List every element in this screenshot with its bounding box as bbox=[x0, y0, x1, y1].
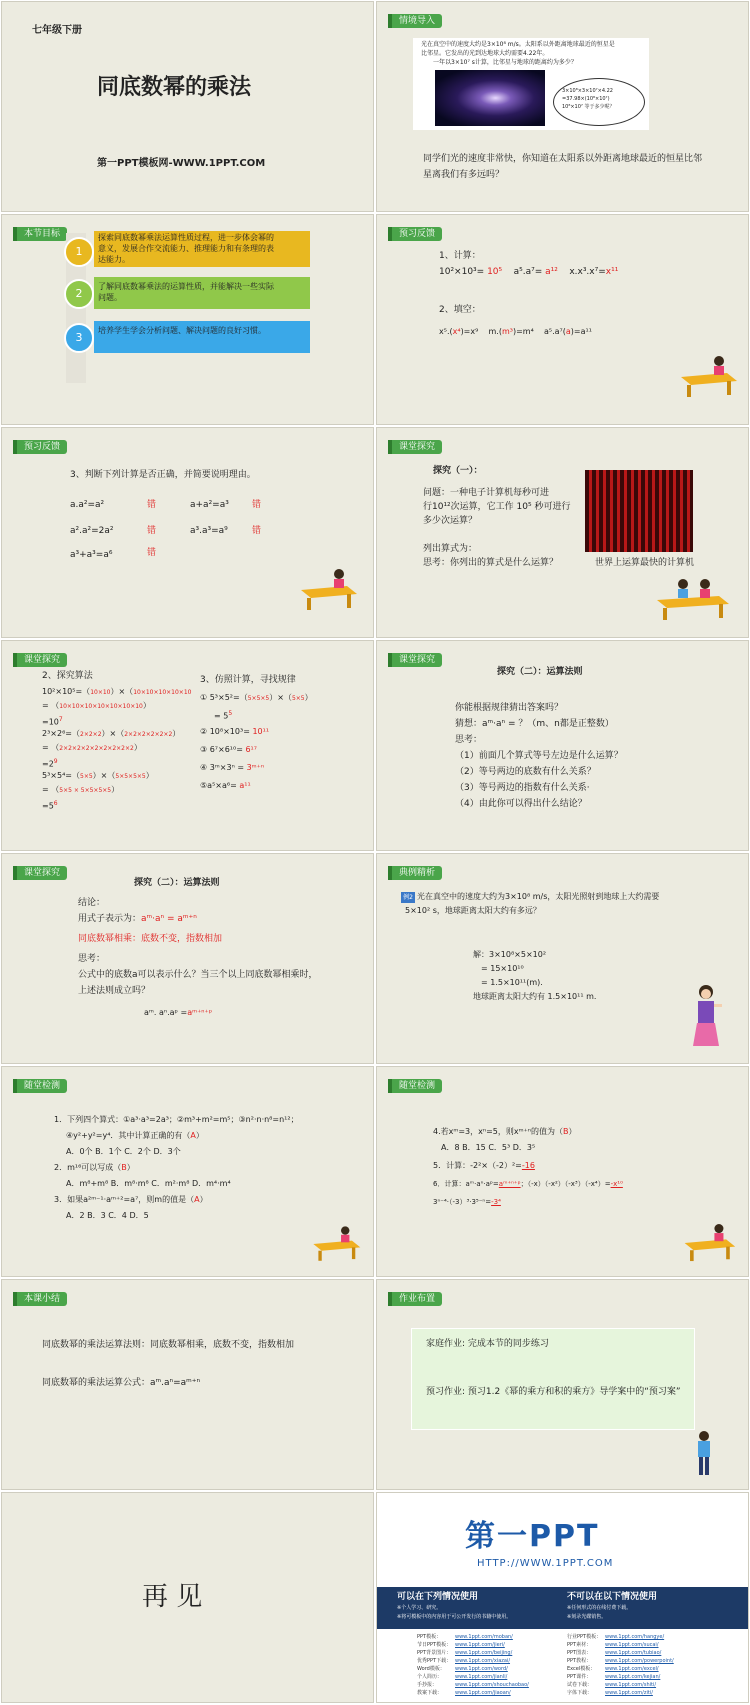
question-heading: 3、判断下列计算是否正确，并简要说明理由。 bbox=[70, 470, 256, 480]
question-heading: 2、填空： bbox=[439, 305, 481, 315]
rule-formula: aᵐ⁺ⁿ⁺ᵖ bbox=[187, 1008, 213, 1017]
slide-intro[interactable] bbox=[376, 1, 749, 212]
rule-line bbox=[144, 1006, 212, 1020]
calc-part: m.( bbox=[488, 327, 502, 336]
slide-explore-algorithm[interactable] bbox=[1, 640, 374, 851]
quiz-question bbox=[433, 1125, 577, 1139]
objective-text: 探索同底数幂乘法运算性质过程，进一步体会幂的 bbox=[98, 233, 274, 242]
link-label: Excel模板： bbox=[567, 1666, 596, 1672]
objective-box bbox=[94, 321, 310, 353]
quiz-part: ） bbox=[199, 1195, 208, 1204]
link-url[interactable]: www.1ppt.com/word/ bbox=[455, 1666, 508, 1672]
pattern-line bbox=[200, 779, 251, 793]
link-url[interactable]: www.1ppt.com/kejian/ bbox=[605, 1674, 661, 1680]
link-url[interactable]: www.1ppt.com/shiti/ bbox=[605, 1682, 657, 1688]
section-tag: 本节目标 bbox=[17, 227, 67, 241]
algo-part: 2³×2⁶=（ bbox=[42, 729, 80, 738]
pattern-line bbox=[200, 691, 313, 706]
rule-part: 用式子表示为： bbox=[78, 914, 142, 924]
algo-line bbox=[42, 699, 151, 714]
objective-box bbox=[94, 231, 310, 267]
link-row bbox=[417, 1649, 529, 1657]
algo-part: ） bbox=[145, 771, 154, 780]
algo-answer: 7 bbox=[58, 716, 63, 723]
calc-part: )=m⁴ bbox=[512, 327, 534, 336]
explore-line: （1）前面几个算式等号左边是什么运算？ bbox=[455, 751, 623, 761]
example-badge: 例2 bbox=[401, 892, 415, 903]
algo-part: 10²×10⁵=（ bbox=[42, 687, 91, 696]
algo-answer: 6 bbox=[53, 800, 58, 807]
link-label: PPT素材： bbox=[567, 1642, 592, 1648]
question-heading: 1、计算： bbox=[439, 251, 481, 261]
link-row bbox=[567, 1689, 674, 1697]
pattern-answer: 5×5 bbox=[291, 695, 305, 702]
section-tag: 随堂检测 bbox=[392, 1079, 442, 1093]
link-url[interactable]: www.1ppt.com/moban/ bbox=[455, 1634, 513, 1640]
link-label: PPT背景图片： bbox=[417, 1650, 452, 1656]
student-desk-icon bbox=[297, 568, 359, 612]
homework-line: 预习作业: 预习1.2《幂的乘方和积的乘方》导学案中的“预习案” bbox=[426, 1387, 681, 1397]
section-tag: 课堂探究 bbox=[392, 440, 442, 454]
links-left bbox=[417, 1633, 529, 1697]
rule-line: 结论： bbox=[78, 898, 106, 908]
algo-part: ） bbox=[111, 785, 120, 794]
pattern-line bbox=[200, 725, 269, 739]
judge-item: a.a²=a² bbox=[70, 500, 105, 510]
algo-heading: 2、探究算法 bbox=[42, 671, 93, 681]
bubble-line: =37.98×(10⁸×10⁷) bbox=[562, 96, 610, 102]
homework-line: 家庭作业: 完成本节的同步练习 bbox=[426, 1339, 549, 1349]
algo-line bbox=[42, 727, 180, 742]
link-url[interactable]: www.1ppt.com/jianli/ bbox=[455, 1674, 508, 1680]
quiz-answer: A bbox=[194, 1195, 200, 1204]
objective-text: 了解同底数幂乘法的运算性质，并能解决一些实际 bbox=[98, 282, 274, 291]
link-label: PPT图表： bbox=[567, 1650, 592, 1656]
quiz-question bbox=[433, 1195, 501, 1209]
judge-item: a².a²=2a² bbox=[70, 526, 114, 536]
algo-part: = （ bbox=[42, 743, 60, 752]
rule-line bbox=[78, 912, 197, 926]
algo-answer: 2×2×2 bbox=[80, 731, 102, 738]
section-tag: 本课小结 bbox=[17, 1292, 67, 1306]
algo-part: =5 bbox=[42, 801, 54, 811]
objective-text: 培养学生学会分析问题、解决问题的良好习惯。 bbox=[98, 326, 266, 335]
quiz-question bbox=[433, 1177, 623, 1191]
pattern-answer: 5×5×5 bbox=[247, 695, 270, 702]
algo-answer: 9 bbox=[53, 758, 58, 765]
quiz-answer: -16 bbox=[521, 1161, 535, 1170]
link-row bbox=[567, 1649, 674, 1657]
question-line: 星离我们有多远吗？ bbox=[423, 170, 505, 180]
algo-part: = （ bbox=[42, 785, 60, 794]
card-line: 光在真空中的速度大约是3×10⁸ m/s。太阳系以外距离地球最近的恒星是 bbox=[421, 41, 615, 48]
rule-part: aᵐ. aⁿ.aᵖ = bbox=[144, 1008, 188, 1017]
slide-objectives[interactable] bbox=[1, 214, 374, 425]
link-row bbox=[567, 1641, 674, 1649]
summary-line: 同底数幂的乘法运算公式：aᵐ.aⁿ=aᵐ⁺ⁿ bbox=[42, 1378, 201, 1388]
link-row bbox=[417, 1657, 529, 1665]
explore-heading: 探究（二）：运算法则 bbox=[497, 667, 583, 677]
link-label: 行业PPT模板： bbox=[567, 1634, 602, 1640]
link-label: 节日PPT模板： bbox=[417, 1642, 452, 1648]
link-label: PPT课件： bbox=[567, 1674, 592, 1680]
bubble-line: 3×10⁸×3×10⁷×4.22 bbox=[562, 88, 613, 94]
slide-license[interactable] bbox=[376, 1492, 749, 1703]
judge-mark: 错 bbox=[147, 500, 157, 510]
link-row bbox=[417, 1641, 529, 1649]
student-desk-icon bbox=[677, 355, 739, 399]
quiz-part: 2．m¹⁶可以写成（ bbox=[54, 1163, 122, 1172]
link-label: 优秀PPT下载： bbox=[417, 1658, 452, 1664]
link-label: PPT模板： bbox=[417, 1634, 442, 1640]
calc-part: )=a¹¹ bbox=[570, 327, 592, 336]
fill-line bbox=[439, 327, 592, 336]
page-title: 同底数幂的乘法 bbox=[97, 75, 252, 100]
forbidden-heading: 不可以在以下情况使用 bbox=[567, 1592, 658, 1602]
student-icon bbox=[693, 1430, 715, 1478]
link-url[interactable]: www.1ppt.com/powerpoint/ bbox=[605, 1658, 674, 1664]
calc-part: )=x⁹ bbox=[460, 327, 479, 336]
explore-line: 思考： bbox=[455, 735, 483, 745]
quiz-options: A．m⁸+m⁸ B．m⁸·m⁸ C．m²·m⁸ D．m⁴·m⁴ bbox=[66, 1179, 231, 1188]
pattern-answer: 3ᵐ⁺ⁿ bbox=[246, 763, 265, 772]
section-tag: 典例精析 bbox=[392, 866, 442, 880]
link-row bbox=[567, 1633, 674, 1641]
algo-line bbox=[42, 769, 154, 784]
calc-part: x⁵.( bbox=[439, 327, 453, 336]
explore-text: 思考：你列出的算式是什么运算？ bbox=[423, 558, 559, 568]
rule-heading: 探究（二）：运算法则 bbox=[134, 878, 220, 888]
pattern-answer: 10¹¹ bbox=[252, 727, 270, 736]
link-row bbox=[567, 1681, 674, 1689]
algo-answer: 5×5×5×5 bbox=[115, 773, 146, 780]
algo-part: ） bbox=[172, 729, 181, 738]
section-tag: 课堂探究 bbox=[392, 653, 442, 667]
link-row bbox=[417, 1689, 529, 1697]
pattern-part: ） bbox=[304, 693, 313, 702]
algo-part: = （ bbox=[42, 701, 60, 710]
brand-logo: 第一PPT bbox=[465, 1519, 600, 1554]
slide-summary[interactable] bbox=[1, 1279, 374, 1490]
site-label: 第一PPT模板网-WWW.1PPT.COM bbox=[97, 158, 266, 169]
judge-mark: 错 bbox=[252, 526, 262, 536]
rule-statement: 同底数幂相乘：底数不变，指数相加 bbox=[78, 934, 223, 944]
rule-line: 思考： bbox=[78, 954, 106, 964]
quiz-part: 4.若xᵐ=3，xⁿ=5，则xᵐ⁺ⁿ的值为（ bbox=[433, 1127, 563, 1136]
link-label: 手抄报： bbox=[417, 1682, 438, 1688]
quiz-part: ） bbox=[126, 1163, 135, 1172]
link-label: 教案下载： bbox=[417, 1690, 443, 1696]
answer: a¹² bbox=[545, 267, 558, 277]
slide-homework[interactable] bbox=[376, 1279, 749, 1490]
link-row bbox=[417, 1673, 529, 1681]
card-line: 比邻星。它发出的光到达地球大约需要4.22年。 bbox=[421, 50, 549, 57]
algo-line bbox=[42, 797, 58, 814]
solution-line: 解：3×10⁸×5×10² bbox=[473, 950, 547, 959]
link-url[interactable]: www.1ppt.com/tubiao/ bbox=[605, 1650, 662, 1656]
quiz-answer: aᵐ⁺ⁿ⁺ᵖ bbox=[498, 1180, 521, 1188]
link-url[interactable]: www.1ppt.com/jieri/ bbox=[455, 1642, 505, 1648]
link-url[interactable]: www.1ppt.com/jiaoan/ bbox=[455, 1690, 511, 1696]
pattern-line bbox=[200, 761, 264, 775]
algo-line bbox=[42, 783, 119, 798]
section-tag: 预习反馈 bbox=[392, 227, 442, 241]
pattern-line bbox=[214, 707, 232, 724]
grade-label: 七年级下册 bbox=[32, 25, 82, 36]
algo-part: ）×（ bbox=[101, 729, 125, 738]
objective-number: 1 bbox=[64, 237, 94, 267]
teacher-icon bbox=[689, 984, 723, 1054]
algo-answer: 10×10×10×10×10×10×10 bbox=[59, 703, 143, 710]
link-row bbox=[417, 1633, 529, 1641]
goodbye-text: 再 见 bbox=[142, 1582, 203, 1612]
quiz-answer: -3⁴ bbox=[491, 1198, 501, 1206]
example-text: 光在真空中的速度大约为3×10⁸ m/s，太阳光照射到地球上大约需要 bbox=[417, 892, 660, 901]
explore-line: （4）由此你可以得出什么结论？ bbox=[455, 799, 587, 809]
quiz-part: ） bbox=[195, 1131, 204, 1140]
pattern-part: = 5 bbox=[214, 711, 229, 721]
link-url[interactable]: www.1ppt.com/shouchaobao/ bbox=[455, 1682, 529, 1688]
algo-line bbox=[42, 685, 191, 700]
problem-card bbox=[413, 38, 649, 130]
slide-explore-1[interactable] bbox=[376, 427, 749, 638]
quiz-options: A．8 B．15 C．5³ D．3⁵ bbox=[441, 1143, 536, 1152]
calc-part: a⁵.a⁷= bbox=[513, 267, 543, 277]
link-url[interactable]: www.1ppt.com/sucai/ bbox=[605, 1642, 659, 1648]
link-label: Word模板： bbox=[417, 1666, 445, 1672]
quiz-part: 6．计算：aᵐ·aⁿ·aᵖ= bbox=[433, 1180, 499, 1188]
explore-text: 列出算式为： bbox=[423, 544, 478, 554]
quiz-options: A．2 B．3 C．4 D．5 bbox=[66, 1211, 149, 1220]
link-row bbox=[417, 1681, 529, 1689]
student-desk-icon bbox=[681, 1223, 737, 1263]
solution-line: 地球距离太阳大约有 1.5×10¹¹ m. bbox=[473, 992, 597, 1001]
algo-answer: 2×2×2×2×2×2×2×2×2 bbox=[59, 745, 134, 752]
algo-part: ） bbox=[133, 743, 142, 752]
pattern-line bbox=[200, 743, 257, 757]
pattern-part: ④ 3ᵐ×3ⁿ = bbox=[200, 763, 245, 772]
quiz-part: 3．如果a²ᵐ⁻¹·aᵐ⁺²=a⁷，则m的值是（ bbox=[54, 1195, 195, 1204]
judge-mark: 错 bbox=[147, 548, 157, 558]
explore-line: 猜想：aᵐ·aⁿ = ？（m、n都是正整数） bbox=[455, 719, 614, 729]
link-label: PPT教程： bbox=[567, 1658, 592, 1664]
quiz-question bbox=[54, 1193, 208, 1207]
explore-text: 多少次运算？ bbox=[423, 516, 478, 526]
brand-url[interactable]: HTTP://WWW.1PPT.COM bbox=[477, 1558, 614, 1569]
objective-number: 3 bbox=[64, 323, 94, 353]
slide-explore-2[interactable] bbox=[376, 640, 749, 851]
pattern-answer: a¹¹ bbox=[239, 781, 251, 790]
section-tag: 课堂探究 bbox=[17, 653, 67, 667]
slide-goodbye[interactable] bbox=[1, 1492, 374, 1703]
algo-part: 5³×5⁴=（ bbox=[42, 771, 80, 780]
quiz-question bbox=[54, 1161, 135, 1175]
link-label: 试卷下载： bbox=[567, 1682, 593, 1688]
objective-text: 意义，发展合作交流能力、推理能力和有条理的表 bbox=[98, 244, 274, 253]
algo-part: =2 bbox=[42, 759, 54, 769]
answer: x⁴ bbox=[452, 327, 461, 336]
judge-item: a³.a³=a⁹ bbox=[190, 526, 228, 536]
link-row bbox=[567, 1657, 674, 1665]
supercomputer-image bbox=[585, 470, 693, 552]
explore-line: （2）等号两边的底数有什么关系？ bbox=[455, 767, 596, 777]
link-row bbox=[417, 1665, 529, 1673]
judge-item: a³+a³=a⁶ bbox=[70, 550, 113, 560]
slide-quiz-2[interactable] bbox=[376, 1066, 749, 1277]
quiz-question bbox=[66, 1129, 204, 1143]
pattern-part: ② 10⁸×10³= bbox=[200, 727, 250, 736]
question-line: 同学们光的速度非常快，你知道在太阳系以外距离地球最近的恒星比邻 bbox=[423, 154, 703, 164]
algo-answer: 10×10×10×10×10 bbox=[133, 689, 192, 696]
algo-part: =10 bbox=[42, 717, 59, 727]
solution-line: = 15×10¹⁰ bbox=[481, 964, 524, 973]
bubble-line: 10⁸×10⁷ 等于多少呢？ bbox=[562, 104, 615, 110]
answer: x¹¹ bbox=[605, 267, 619, 277]
thought-bubble bbox=[553, 78, 645, 126]
explore-line: （3）等号两边的指数有什么关系· bbox=[455, 783, 590, 793]
license-bar bbox=[377, 1587, 749, 1629]
quiz-answer: A bbox=[190, 1131, 196, 1140]
forbidden-item: ※刻录光碟销售。 bbox=[567, 1614, 607, 1620]
quiz-part: ） bbox=[568, 1127, 577, 1136]
quiz-part: 3ⁿ⁻⁴·（-3）³·3⁵⁻ⁿ= bbox=[433, 1198, 492, 1206]
link-url[interactable]: www.1ppt.com/excel/ bbox=[605, 1666, 659, 1672]
quiz-answer: -x¹⁰ bbox=[610, 1180, 623, 1188]
links-right bbox=[567, 1633, 674, 1697]
algo-answer: 5×5 bbox=[80, 773, 93, 780]
link-row bbox=[567, 1665, 674, 1673]
quiz-question: 1．下列四个算式：①a³·a³=2a³；②m³+m²=m⁵；③n²·n·n⁸=n¹²； bbox=[54, 1115, 299, 1124]
quiz-answer: B bbox=[563, 1127, 569, 1136]
quiz-part: ④y²+y²=y⁴．其中计算正确的有（ bbox=[66, 1131, 191, 1140]
pattern-heading: 3、仿照计算，寻找规律 bbox=[200, 675, 296, 685]
quiz-options: A．0个 B．1个 C．2个 D．3个 bbox=[66, 1147, 181, 1156]
quiz-answer: B bbox=[121, 1163, 127, 1172]
objective-number: 2 bbox=[64, 279, 94, 309]
quiz-part: 5．计算：-2²×（-2）²= bbox=[433, 1161, 522, 1170]
allowed-item: ※将可模板中的内容用于可公开发行的书籍中使用。 bbox=[397, 1614, 512, 1620]
link-url[interactable]: www.1ppt.com/xiazai/ bbox=[455, 1658, 511, 1664]
link-url[interactable]: www.1ppt.com/beijing/ bbox=[455, 1650, 513, 1656]
summary-line: 同底数幂的乘法运算法则：同底数幂相乘，底数不变，指数相加 bbox=[42, 1340, 295, 1350]
quiz-part: ；（-x）（-x²）（-x³）（-x⁴）= bbox=[520, 1180, 611, 1188]
algo-part: ）×（ bbox=[110, 687, 134, 696]
rule-line: 公式中的底数a可以表示什么？当三个以上同底数幂相乘时， bbox=[78, 970, 318, 980]
algo-answer: 5×5 × 5×5×5×5 bbox=[59, 787, 112, 794]
section-tag: 随堂检测 bbox=[17, 1079, 67, 1093]
judge-mark: 错 bbox=[147, 526, 157, 536]
slide-quiz-1[interactable] bbox=[1, 1066, 374, 1277]
explore-line: 你能根据规律猜出答案吗？ bbox=[455, 703, 564, 713]
judge-mark: 错 bbox=[252, 500, 262, 510]
slide-title[interactable] bbox=[1, 1, 374, 212]
pattern-answer: 6¹⁷ bbox=[245, 745, 257, 754]
link-label: 个人简历： bbox=[417, 1674, 443, 1680]
answer: a bbox=[565, 327, 571, 336]
allowed-item: ※个人学习、研究。 bbox=[397, 1605, 442, 1611]
section-tag: 情境导入 bbox=[392, 14, 442, 28]
calc-part: x.x³.x⁷= bbox=[569, 267, 606, 277]
objective-text: 问题。 bbox=[98, 293, 122, 302]
algo-line bbox=[42, 741, 142, 756]
allowed-heading: 可以在下列情况使用 bbox=[397, 1592, 479, 1602]
section-tag: 预习反馈 bbox=[17, 440, 67, 454]
link-url[interactable]: www.1ppt.com/ziti/ bbox=[605, 1690, 653, 1696]
pattern-part: ① 5³×5²=（ bbox=[200, 693, 248, 702]
calc-part: a⁵.a⁷( bbox=[543, 327, 566, 336]
homework-box bbox=[411, 1328, 695, 1430]
card-line: 一年以3×10⁷ s计算，比邻星与地球的距离约为多少？ bbox=[433, 59, 577, 66]
pattern-answer: 5 bbox=[228, 710, 233, 717]
student-desk-icon bbox=[310, 1225, 362, 1263]
forbidden-item: ※任何形式的在线付费下载。 bbox=[567, 1605, 632, 1611]
link-label: 字体下载： bbox=[567, 1690, 593, 1696]
algo-answer: 2×2×2×2×2×2 bbox=[124, 731, 173, 738]
section-tag: 作业布置 bbox=[392, 1292, 442, 1306]
section-tag: 课堂探究 bbox=[17, 866, 67, 880]
algo-answer: 10×10 bbox=[90, 689, 111, 696]
answer: 10⁵ bbox=[487, 267, 503, 277]
rule-formula: aᵐ·aⁿ = aᵐ⁺ⁿ bbox=[141, 914, 197, 924]
slide-preview-2[interactable] bbox=[1, 427, 374, 638]
algo-part: ） bbox=[142, 701, 151, 710]
link-url[interactable]: www.1ppt.com/hangye/ bbox=[605, 1634, 665, 1640]
pattern-part: ）×（ bbox=[269, 693, 292, 702]
explore-text: 问题：一种电子计算机每秒可进 bbox=[423, 488, 550, 498]
objective-text: 达能力。 bbox=[98, 255, 130, 264]
pattern-part: ⑤a⁵×a⁶= bbox=[200, 781, 237, 790]
solution-line: = 1.5×10¹¹(m). bbox=[481, 978, 543, 987]
pattern-part: ③ 6⁷×6¹⁰= bbox=[200, 745, 243, 754]
judge-item: a+a²=a³ bbox=[190, 500, 229, 510]
students-desk-icon bbox=[653, 578, 731, 622]
algo-part: ）×（ bbox=[92, 771, 116, 780]
image-caption: 世界上运算最快的计算机 bbox=[595, 558, 695, 568]
galaxy-image bbox=[435, 70, 545, 126]
slide-rule[interactable] bbox=[1, 853, 374, 1064]
explore-heading: 探究（一）： bbox=[433, 466, 483, 476]
answer: m³ bbox=[501, 327, 513, 336]
explore-text: 行10¹²次运算，它工作 10⁵ 秒可进行 bbox=[423, 502, 571, 512]
calc-line bbox=[439, 267, 618, 277]
example-text: 5×10² s，地球距离太阳大约有多远？ bbox=[405, 906, 541, 915]
slide-example[interactable] bbox=[376, 853, 749, 1064]
slide-preview-1[interactable] bbox=[376, 214, 749, 425]
link-row bbox=[567, 1673, 674, 1681]
rule-line: 上述法则成立吗？ bbox=[78, 986, 151, 996]
quiz-question bbox=[433, 1159, 535, 1173]
calc-part: 10²×10³= bbox=[439, 267, 485, 277]
objective-box bbox=[94, 277, 310, 309]
